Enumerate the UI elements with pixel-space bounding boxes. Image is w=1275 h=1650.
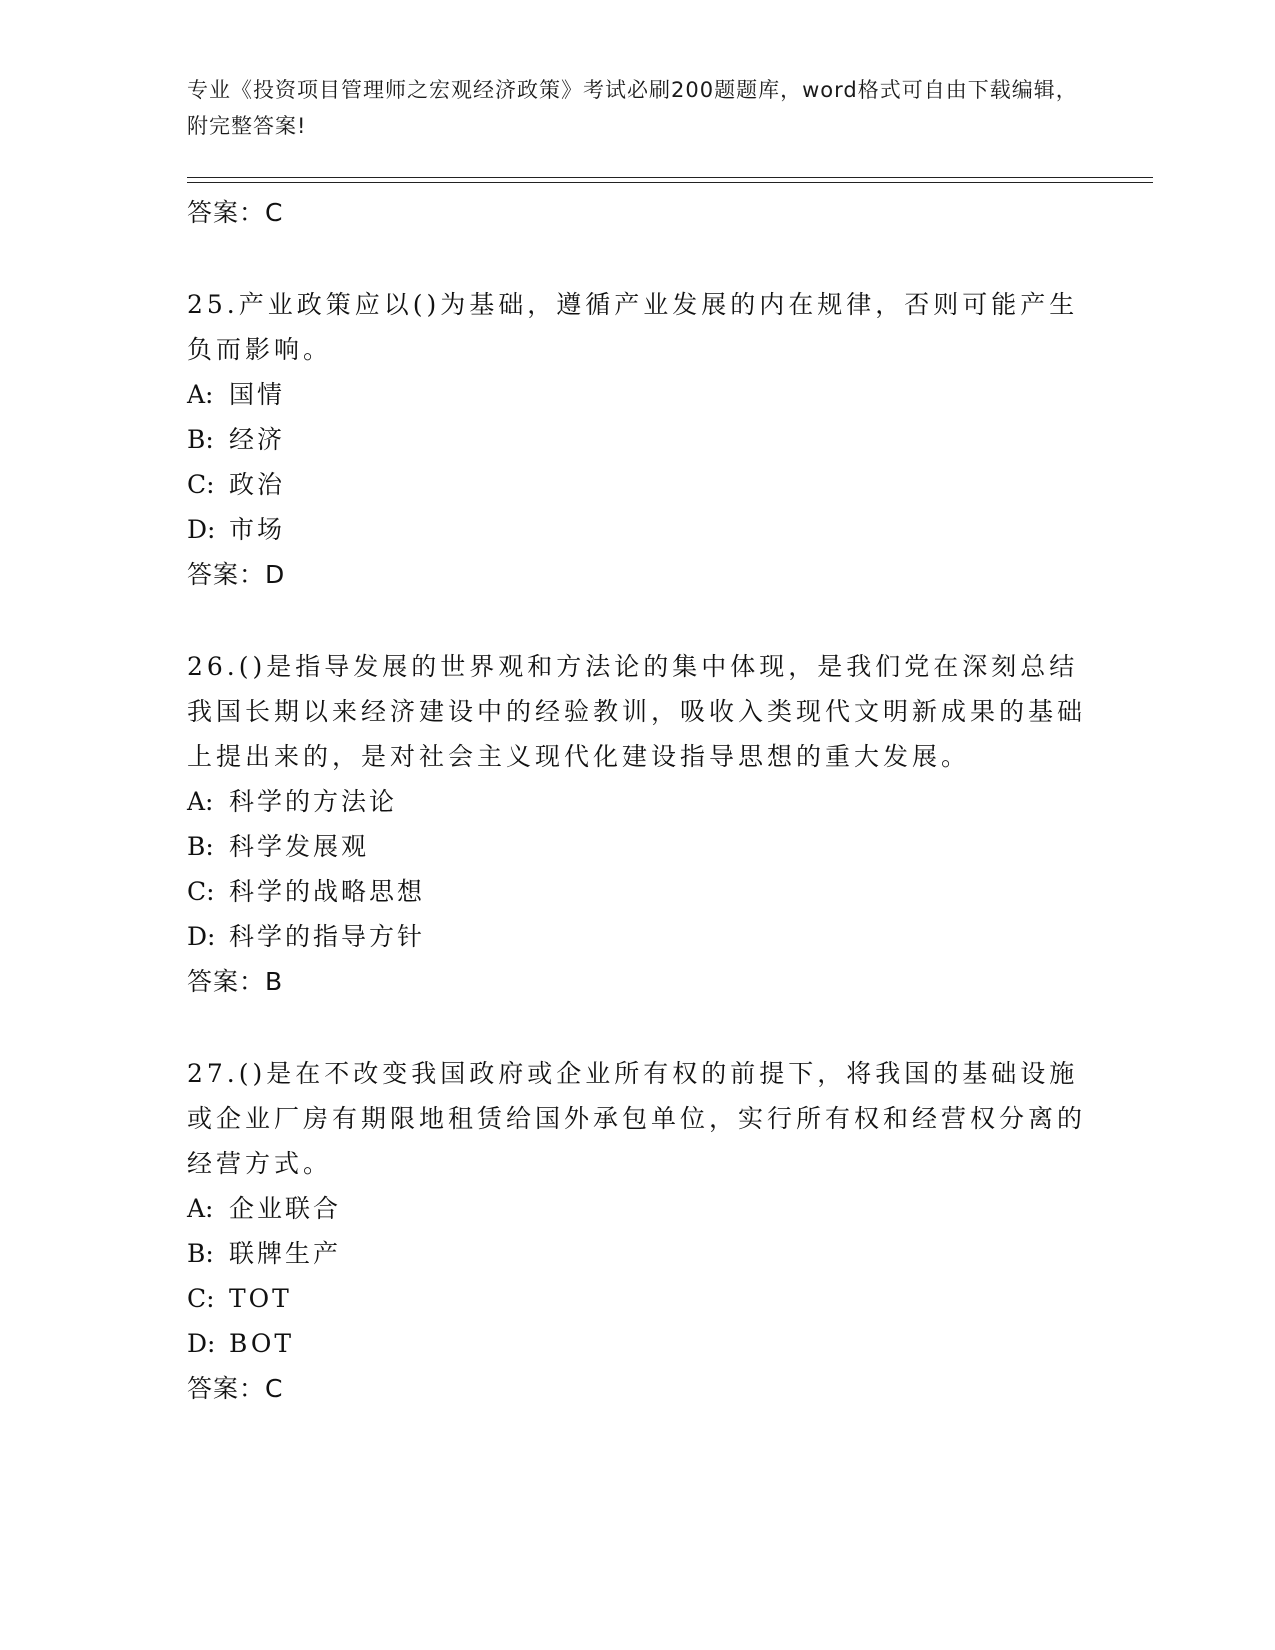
option-c [187, 1276, 1087, 1321]
option-key: A: [187, 1194, 214, 1223]
option-key: A: [187, 380, 214, 409]
option-key: B: [187, 832, 214, 861]
option-b [187, 824, 1087, 869]
option-key: D: [187, 922, 216, 951]
option-text: TOT [229, 1284, 292, 1313]
document-header: 专业《投资项目管理师之宏观经济政策》考试必刷200题题库，word格式可自由下载编辑，附完整答案! [187, 78, 1078, 138]
option-key: D: [187, 1329, 216, 1358]
option-d [187, 914, 1087, 959]
option-key: C: [187, 1284, 215, 1313]
option-text: 科学的方法论 [229, 787, 398, 816]
previous-answer: 答案：C [187, 198, 284, 227]
question-list [187, 190, 1087, 1411]
option-a [187, 779, 1087, 824]
header-divider-bottom [187, 182, 1153, 183]
answer-line: 答案：B [187, 967, 284, 996]
option-key: B: [187, 1239, 214, 1268]
answer-line: 答案：D [187, 560, 286, 589]
option-key: D: [187, 515, 216, 544]
header-divider-top [187, 177, 1153, 178]
option-text: 科学发展观 [229, 832, 370, 861]
option-key: A: [187, 787, 214, 816]
option-b [187, 417, 1087, 462]
option-d [187, 507, 1087, 552]
option-c [187, 869, 1087, 914]
option-a [187, 1186, 1087, 1231]
option-text: 联牌生产 [229, 1239, 342, 1268]
question-text: 27.()是在不改变我国政府或企业所有权的前提下，将我国的基础设施或企业厂房有期限地租赁给国外承包单位，实行所有权和经营权分离的经营方式。 [187, 1059, 1087, 1178]
question-26 [187, 644, 1087, 1004]
question-text: 26.()是指导发展的世界观和方法论的集中体现，是我们党在深刻总结我国长期以来经济建设中的经验教训，吸收入类现代文明新成果的基础上提出来的，是对社会主义现代化建设指导思想的重大发展。 [187, 652, 1087, 771]
option-text: 科学的指导方针 [229, 922, 426, 951]
option-text: 国情 [229, 380, 286, 409]
option-text: BOT [229, 1329, 295, 1358]
option-text: 经济 [229, 425, 286, 454]
option-d [187, 1321, 1087, 1366]
option-text: 企业联合 [229, 1194, 342, 1223]
question-27 [187, 1051, 1087, 1411]
question-25 [187, 282, 1087, 597]
option-a [187, 372, 1087, 417]
option-b [187, 1231, 1087, 1276]
answer-line: 答案：C [187, 1374, 284, 1403]
option-text: 政治 [229, 470, 286, 499]
question-text: 25.产业政策应以()为基础，遵循产业发展的内在规律，否则可能产生负而影响。 [187, 290, 1079, 364]
option-key: C: [187, 877, 215, 906]
option-key: C: [187, 470, 215, 499]
option-text: 科学的战略思想 [229, 877, 426, 906]
option-key: B: [187, 425, 214, 454]
option-c [187, 462, 1087, 507]
option-text: 市场 [229, 515, 286, 544]
